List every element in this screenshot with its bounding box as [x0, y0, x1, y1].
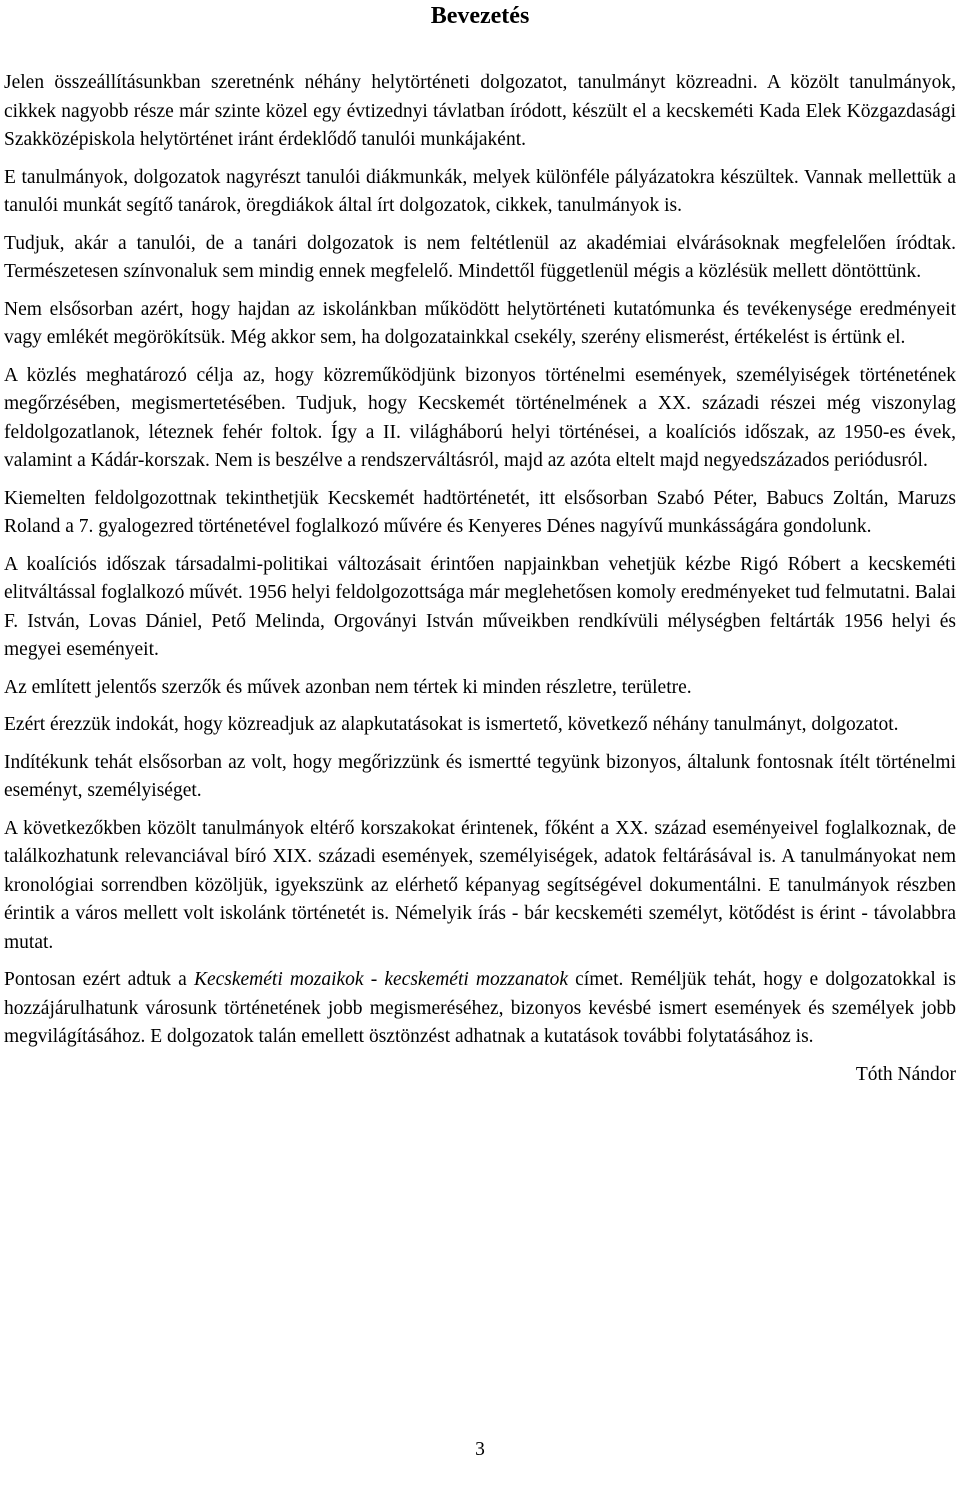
- paragraph-7: A koalíciós időszak társadalmi-politikai változásait érintően napjainkban vehetjük kézbe Rigó Róbert a kecskeméti elitváltással foglalkozó művét. 1956 helyi feldolgozottsága már meglehetősen komoly eredményeket tud felmutatni. Balai F. István, Lovas Dániel, Pető Melinda, Orgoványi István műveikben rendkívüli mélységben feltárták 1956 helyi és megyei eseményeit.: [4, 553, 956, 660]
- paragraph-8: Az említett jelentős szerzők és művek azonban nem tértek ki minden részletre, területre.: [4, 676, 692, 698]
- paragraph-12-end: címet. Reméljük tehát, hogy e dolgozatokkal is hozzájárulhatunk városunk történetének jobb megismeréséhez, bizonyos kevésbé ismert események és személyek jobb megvilágításához. E dolgozatok talán emellett ösztönzést adhatnak a kutatások további folytatásához is.: [4, 969, 956, 1047]
- paragraph-10: Indítékunk tehát elsősorban az volt, hogy megőrizzünk és ismertté tegyünk bizonyos, általunk fontosnak ítélt történelmi eseményt, személyiséget.: [4, 751, 956, 801]
- paragraph-9: Ezért érezzük indokát, hogy közreadjuk az alapkutatásokat is ismertető, következő néhány tanulmányt, dolgozatot.: [4, 714, 899, 735]
- paragraph-2: E tanulmányok, dolgozatok nagyrészt tanulói diákmunkák, melyek különféle pályázatokra készültek. Vannak mellettük a tanulói munkát segítő tanárok, öregdiákok által írt dolgozatok, cikkek, tanulmányok is.: [4, 166, 956, 216]
- paragraph-12: [4, 966, 956, 1052]
- paragraph-6: Kiemelten feldolgozottnak tekinthetjük Kecskemét hadtörténetét, itt elsősorban Szabó Péter, Babucs Zoltán, Maruzs Roland a 7. gyalogezred történetével foglalkozó művére és Kenyeres Dénes nagyívű munkásságára gondolunk.: [4, 487, 956, 537]
- paragraph-3: Tudjuk, akár a tanulói, de a tanári dolgozatok is nem feltétlenül az akadémiai elvárásoknak megfelelően íródtak. Természetesen színvonaluk sem mindig ennek megfelelő. Mindettől függetlenül mégis a közlésük mellett döntöttünk.: [4, 232, 956, 282]
- page-number: 3: [475, 1439, 485, 1460]
- paragraph-12-start: Pontosan ezért adtuk a: [4, 969, 194, 990]
- page-title: Bevezetés: [430, 3, 530, 29]
- paragraph-5: A közlés meghatározó célja az, hogy közreműködjünk bizonyos történelmi események, személyiségek történetének megőrzésében, megismertetésében. Tudjuk, hogy Kecskemét történelmének a XX. századi részei még viszonylag feldolgozatlanok, léteznek fehér foltok. Így a II. világháború helyi történései, a koalíciós időszak, az 1950-es évek, valamint a Kádár-korszak. Nem is beszélve a rendszerváltásról, majd az azóta eltelt majd negyedszázados periódusról.: [4, 364, 956, 471]
- paragraph-4: Nem elsősorban azért, hogy hajdan az iskolánkban működött helytörténeti kutatómunka és tevékenysége eredményeit vagy emlékét megörökítsük. Még akkor sem, ha dolgozatainkkal csekély, szerény elismerést, értékelést is értünk el.: [4, 298, 956, 348]
- document-page: [4, 0, 956, 1488]
- book-title: Kecskeméti mozaikok - kecskeméti mozzanatok: [193, 969, 569, 990]
- paragraph-11: A következőkben közölt tanulmányok eltérő korszakokat érintenek, főként a XX. század eseményeivel foglalkoznak, de találkozhatunk relevanciával bíró XIX. századi események, személyiségek, adatok feltárásával is. A tanulmányokat nem kronológiai sorrendben közöljük, igyekszünk az elérhető képanyag segítségével dokumentálni. E tanulmányok részben érintik a város mellett volt iskolánk történetét is. Némelyik írás - bár kecskeméti személyt, kötődést is érint - távolabbra mutat.: [4, 817, 956, 953]
- author-signature: Tóth Nándor: [855, 1063, 956, 1085]
- paragraph-1: Jelen összeállításunkban szeretnénk néhány helytörténeti dolgozatot, tanulmányt közreadni. A közölt tanulmányok, cikkek nagyobb része már szinte közel egy évtizednyi távlatban íródott, készült el a kecskeméti Kada Elek Közgazdasági Szakközépiskola helytörténet iránt érdeklődő tanulói munkájaként.: [4, 72, 956, 150]
